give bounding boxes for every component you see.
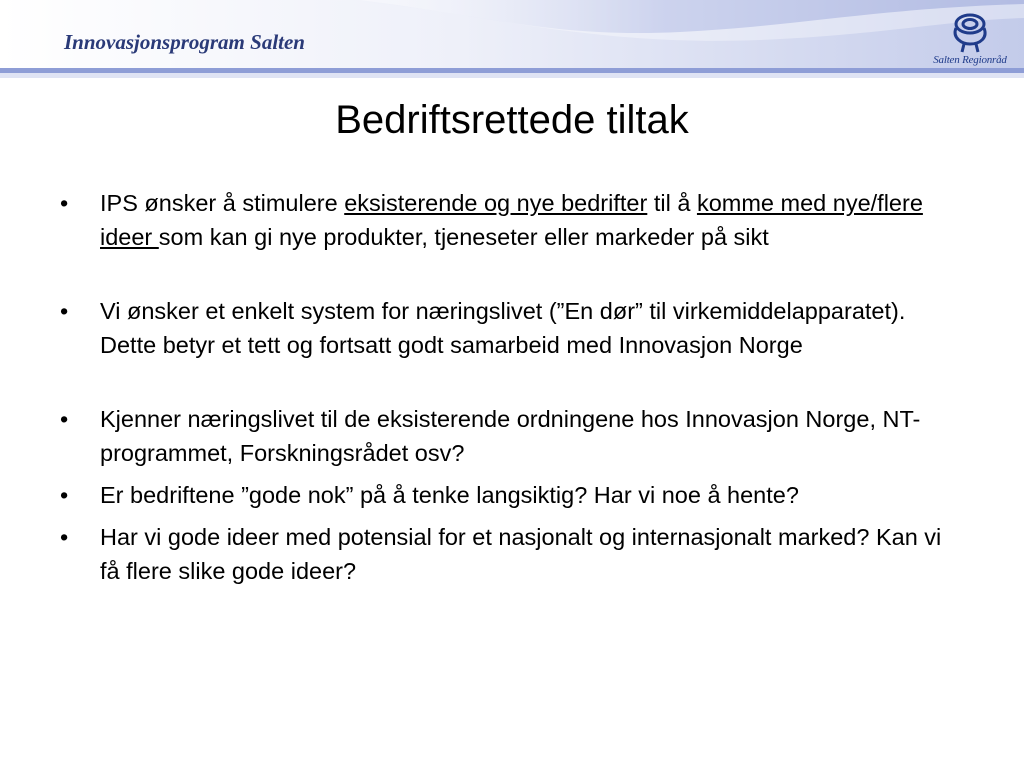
header-title: Innovasjonsprogram Salten [64, 30, 305, 54]
bullet-marker: • [60, 524, 69, 550]
bullet-list [56, 186, 956, 588]
bullet-item [56, 478, 956, 512]
logo-text: Salten Regionråd [933, 54, 1007, 66]
bullet-item [56, 402, 956, 470]
bullet-text: Vi ønsker et enkelt system for næringslivet (”En dør” til virkemiddelapparatet). Dette betyr et tett og fortsatt godt samarbeid med Innovasjon Norge [100, 298, 906, 358]
bullet-text: Er bedriftene ”gode nok” på å tenke langsiktig? Har vi noe å hente? [100, 482, 799, 508]
salten-logo [928, 10, 1012, 74]
underlined-phrase: eksisterende og nye bedrifter [344, 190, 648, 216]
underlined-phrase: komme med nye/flere ideer [100, 190, 923, 250]
bullet-item [56, 294, 956, 362]
bullet-text: Kjenner næringslivet til de eksisterende ordningene hos Innovasjon Norge, NT-programmet, Forskningsrådet osv? [100, 406, 921, 466]
spiral-logo-icon [928, 10, 1012, 56]
bullet-text: Har vi gode ideer med potensial for et nasjonalt og internasjonalt marked? Kan vi få flere slike gode ideer? [100, 524, 942, 584]
header-band [0, 0, 1024, 78]
bullet-marker: • [60, 406, 69, 432]
bullet-text: IPS ønsker å stimulere eksisterende og nye bedrifter til å komme med nye/flere ideer som kan gi nye produkter, tjeneseter eller markeder på sikt [100, 190, 923, 250]
slide-title: Bedriftsrettede tiltak [335, 98, 689, 142]
bullet-item [56, 520, 956, 588]
bullet-marker: • [60, 482, 69, 508]
bullet-marker: • [60, 298, 69, 324]
bullet-marker: • [60, 190, 69, 216]
bullet-item [56, 186, 956, 254]
